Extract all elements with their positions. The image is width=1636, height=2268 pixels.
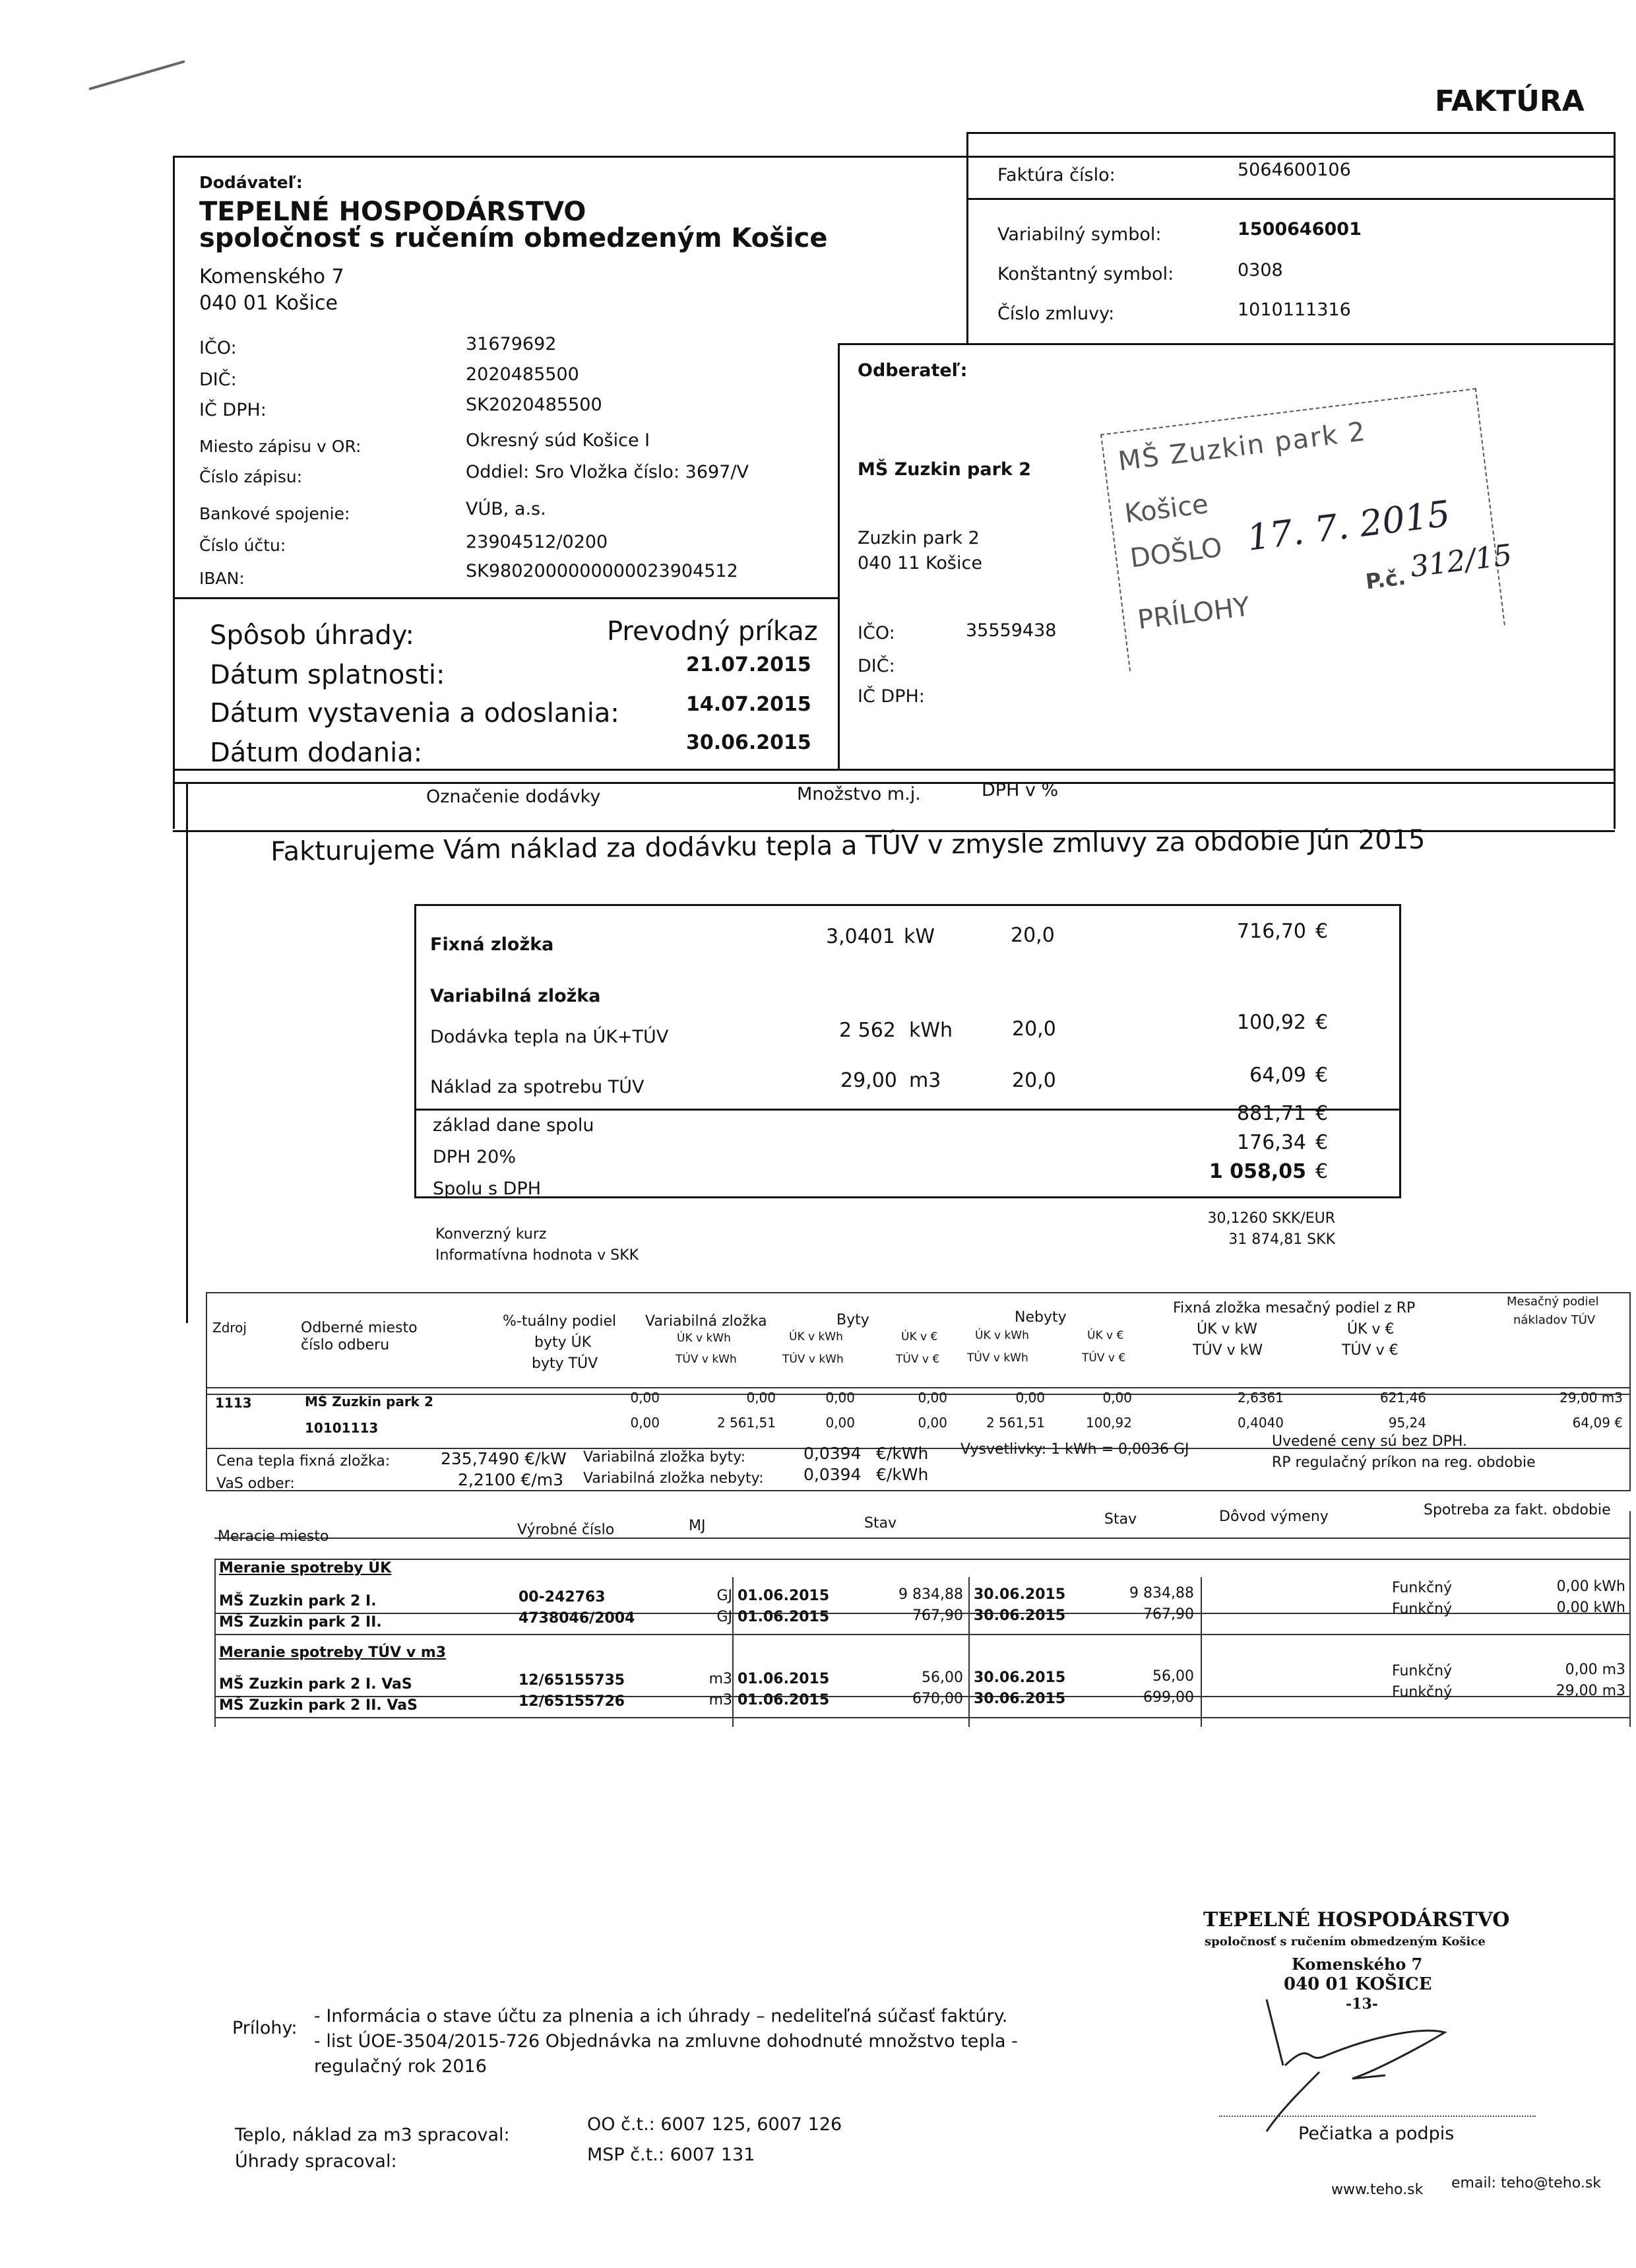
stamp-school: MŠ Zuzkin park 2	[1116, 416, 1368, 477]
item-zaklad-label: základ dane spolu	[433, 1115, 594, 1136]
item-dph-label: DPH 20%	[433, 1147, 516, 1167]
item-fixna-unit: kW	[904, 925, 935, 948]
meter-cell: 0,00 kWh	[1556, 1600, 1625, 1616]
stamp-prilohy: PRÍLOHY	[1136, 591, 1251, 636]
m-h-dovod: Dôvod výmeny	[1219, 1508, 1329, 1525]
meter-cell: GJ	[716, 1609, 732, 1625]
meter-cell: 767,90	[912, 1607, 963, 1624]
price-fix-label: Cena tepla fixná zložka:	[216, 1453, 391, 1470]
meter-cell: 30.06.2015	[974, 1607, 1066, 1624]
invoice-number: 5064600106	[1238, 160, 1351, 180]
meter-cell: MŠ Zuzkin park 2 I.	[219, 1593, 377, 1609]
meter-cell: 12/65155726	[519, 1693, 625, 1710]
m-h-miesto: Meracie miesto	[218, 1528, 329, 1545]
stamp-date-handwritten: 17. 7. 2015	[1245, 492, 1453, 559]
h-nebyty: Nebyty	[1015, 1309, 1067, 1326]
issue-date-label: Dátum vystavenia a odoslania:	[210, 698, 619, 729]
h-var: Variabilná zložka	[645, 1313, 767, 1330]
or-value: Okresný súd Košice I	[466, 430, 650, 451]
meter-cell: 9 834,88	[898, 1586, 963, 1603]
meter-cell: Funkčný	[1392, 1601, 1453, 1617]
icdph-label: IČ DPH:	[199, 400, 267, 420]
conv-kurz: 30,1260 SKK/EUR	[1207, 1210, 1335, 1227]
item-zaklad-cur: €	[1315, 1102, 1329, 1125]
item-fixna-label: Fixná zložka	[430, 934, 554, 955]
item-naklad-qty: 29,00	[840, 1069, 897, 1092]
h-fix-uk: ÚK v kW	[1197, 1321, 1258, 1338]
meter-cell: 30.06.2015	[974, 1691, 1066, 1707]
meter-col-line	[1201, 1577, 1202, 1727]
conv-info-label: Informatívna hodnota v SKK	[435, 1247, 639, 1264]
ucet-value: 23904512/0200	[466, 532, 608, 552]
item-naklad-dph: 20,0	[1012, 1069, 1056, 1092]
icdph-value: SK2020485500	[466, 395, 602, 415]
meter-cell: Funkčný	[1392, 1580, 1453, 1596]
attachment-3: regulačný rok 2016	[314, 2056, 487, 2077]
conv-kurz-label: Konverzný kurz	[435, 1226, 547, 1243]
h-fix-tuv: TÚV v kW	[1193, 1342, 1263, 1359]
item-naklad-label: Náklad za spotrebu TÚV	[430, 1077, 645, 1097]
detail-cell: 2 561,51	[986, 1415, 1045, 1431]
h-var-tuv: TÚV v kWh	[676, 1353, 737, 1366]
footer-email: email: teho@teho.sk	[1451, 2175, 1602, 2191]
meter-cell: 56,00	[1152, 1668, 1194, 1685]
meter-cell: 30.06.2015	[974, 1586, 1066, 1603]
price-vb: 0,0394	[803, 1444, 862, 1463]
price-vb-label: Variabilná zložka byty:	[583, 1449, 746, 1466]
detail-cell: 2 561,51	[716, 1415, 776, 1431]
h-neb-etuv: TÚV v €	[1082, 1351, 1126, 1365]
issue-date: 14.07.2015	[686, 693, 811, 716]
customer-ico: 35559438	[966, 620, 1057, 641]
meter-col-line	[1629, 1577, 1631, 1727]
stamp-city: Košice	[1123, 489, 1211, 530]
meter-cell: 767,90	[1143, 1606, 1194, 1623]
item-fixna-dph: 20,0	[1011, 924, 1055, 947]
meter-cell: 699,00	[1143, 1689, 1194, 1706]
price-vas-label: VaS odber:	[216, 1475, 295, 1492]
detail-cell: 29,00 m3	[1559, 1390, 1623, 1406]
m-h-spotreba: Spotreba za fakt. obdobie	[1424, 1502, 1611, 1518]
h-fix-euk: ÚK v €	[1347, 1321, 1395, 1338]
meter-cell: 01.06.2015	[738, 1692, 830, 1708]
cstamp-l4: 040 01 KOŠICE	[1284, 1974, 1432, 1994]
cstamp-l3: Komenského 7	[1292, 1955, 1423, 1974]
customer-heading: Odberateľ:	[858, 360, 968, 381]
supplier-name: TEPELNÉ HOSPODÁRSTVO	[199, 197, 586, 227]
h-pct: %-tuálny podiel	[503, 1313, 617, 1330]
m-sec-uk: Meranie spotreby ÚK	[219, 1560, 392, 1576]
detail-cell: 0,00	[1015, 1390, 1045, 1406]
processed-uhrady: MSP č.t.: 6007 131	[587, 2145, 755, 2165]
vs-label: Variabilný symbol:	[997, 224, 1162, 245]
meter-cell: m3	[708, 1671, 732, 1687]
payment-method: Prevodný príkaz	[607, 616, 818, 647]
bank-value: VÚB, a.s.	[466, 499, 546, 519]
due-date: 21.07.2015	[686, 653, 811, 676]
col-oznacenie: Označenie dodávky	[426, 787, 601, 807]
detail-miesto: MŠ Zuzkin park 2	[305, 1394, 433, 1409]
m-h-mj: MJ	[689, 1518, 706, 1534]
h-zdroj: Zdroj	[212, 1320, 247, 1336]
h-neb-tuv: TÚV v kWh	[967, 1351, 1028, 1365]
iban-value: SK9802000000000023904512	[466, 561, 738, 581]
item-dodavka-label: Dodávka tepla na ÚK+TÚV	[430, 1027, 669, 1047]
meter-cell: MŠ Zuzkin park 2 II.	[219, 1614, 382, 1631]
supplier-heading: Dodávateľ:	[199, 173, 303, 192]
h-mesacny: Mesačný podiel	[1507, 1295, 1599, 1309]
meter-cell: 0,00 m3	[1565, 1662, 1625, 1678]
meter-cell: 01.06.2015	[738, 1671, 830, 1687]
customer-ico-label: IČO:	[858, 623, 895, 643]
received-stamp	[1100, 388, 1514, 671]
processed-teplo: OO č.t.: 6007 125, 6007 126	[587, 2114, 842, 2135]
meter-cell: 30.06.2015	[974, 1669, 1066, 1686]
dic-label: DIČ:	[199, 370, 237, 390]
footer-web: www.teho.sk	[1331, 2182, 1424, 2198]
meter-cell: MŠ Zuzkin park 2 II. VaS	[219, 1697, 418, 1714]
delivery-date: 30.06.2015	[686, 731, 811, 754]
cstamp-pecatka: Pečiatka a podpis	[1298, 2123, 1455, 2144]
price-fix: 235,7490 €/kW	[441, 1449, 567, 1468]
detail-cell: 0,00	[1102, 1390, 1132, 1406]
meter-col-line	[732, 1577, 734, 1727]
h-neb-euk: ÚK v €	[1087, 1329, 1124, 1342]
h-var-uk: ÚK v kWh	[677, 1332, 731, 1345]
invoice-number-label: Faktúra číslo:	[997, 165, 1116, 185]
item-dph-amount: 176,34	[1237, 1131, 1306, 1154]
item-naklad-unit: m3	[909, 1069, 941, 1092]
ico-label: IČO:	[199, 338, 237, 358]
meter-cell: GJ	[716, 1588, 732, 1604]
dic-value: 2020485500	[466, 364, 579, 385]
price-vas: 2,2100 €/m3	[458, 1470, 564, 1489]
item-variabilna-label: Variabilná zložka	[430, 986, 601, 1006]
detail-cell: 0,00	[630, 1415, 660, 1431]
meter-cell: 0,00 kWh	[1556, 1578, 1625, 1595]
detail-cell: 0,00	[825, 1415, 855, 1431]
detail-cell: 100,92	[1086, 1415, 1132, 1431]
detail-cell: 0,00	[918, 1390, 947, 1406]
attachment-1: - Informácia o stave účtu za plnenia a ich úhrady – nedeliteľná súčasť faktúry.	[314, 2006, 1008, 2026]
meter-cell: 01.06.2015	[738, 1609, 830, 1625]
h-byty-uk: ÚK v kWh	[789, 1330, 843, 1344]
h-mesacny-2: nákladov TÚV	[1513, 1313, 1596, 1327]
processed-teplo-label: Teplo, náklad za m3 spracoval:	[235, 2125, 510, 2145]
meter-row-line	[214, 1634, 1629, 1635]
attachment-2: - list ÚOE-3504/2015-726 Objednávka na zmluvne dohodnuté množstvo tepla -	[314, 2031, 1018, 2052]
signature-line	[1219, 2116, 1536, 2117]
payment-method-label: Spôsob úhrady:	[210, 620, 414, 651]
item-dodavka-qty: 2 562	[839, 1019, 896, 1042]
h-miesto: Odberné miesto	[301, 1320, 418, 1336]
item-fixna-amount: 716,70	[1237, 920, 1306, 943]
item-naklad-cur: €	[1315, 1064, 1329, 1087]
zapis-value: Oddiel: Sro Vložka číslo: 3697/V	[466, 462, 749, 482]
supplier-city: 040 01 Košice	[199, 292, 338, 315]
detail-cell: 2,6361	[1238, 1390, 1284, 1406]
document-title: FAKTÚRA	[1435, 84, 1585, 118]
detail-zdroj: 1113	[215, 1395, 252, 1411]
detail-cell: 0,00	[918, 1415, 947, 1431]
item-spolu-cur: €	[1315, 1160, 1329, 1183]
customer-icdph-label: IČ DPH:	[858, 686, 925, 707]
m-h-stav2: Stav	[1104, 1511, 1137, 1528]
customer-city: 040 11 Košice	[858, 553, 982, 573]
price-vb-unit: €/kWh	[876, 1444, 929, 1463]
meter-cell: 670,00	[912, 1691, 963, 1707]
due-date-label: Dátum splatnosti:	[210, 660, 445, 690]
item-spolu-label: Spolu s DPH	[433, 1179, 542, 1199]
col-dph: DPH v %	[982, 780, 1059, 800]
ucet-label: Číslo účtu:	[199, 536, 286, 555]
h-byty-etuv: TÚV v €	[896, 1353, 940, 1366]
cstamp-l2: spoločnosť s ručením obmedzeným Košice	[1205, 1935, 1486, 1949]
conv-info: 31 874,81 SKK	[1228, 1231, 1335, 1248]
price-vn-unit: €/kWh	[876, 1465, 929, 1484]
processed-uhrady-label: Úhrady spracoval:	[235, 2151, 397, 2172]
h-odber: číslo odberu	[301, 1337, 390, 1353]
meter-cell: 9 834,88	[1129, 1585, 1194, 1602]
vs-value: 1500646001	[1238, 219, 1362, 240]
m-h-stav1: Stav	[864, 1515, 897, 1532]
supplier-street: Komenského 7	[199, 265, 344, 288]
cstamp-l1: TEPELNÉ HOSPODÁRSTVO	[1203, 1908, 1510, 1931]
ico-value: 31679692	[466, 334, 557, 354]
delivery-date-label: Dátum dodania:	[210, 738, 423, 768]
bank-label: Bankové spojenie:	[199, 504, 350, 523]
ks-label: Konštantný symbol:	[997, 264, 1174, 284]
price-vysvetlivky: Vysvetlivky: 1 kWh = 0,0036 GJ	[960, 1441, 1189, 1458]
detail-cell: 0,00	[630, 1390, 660, 1406]
meter-cell: Funkčný	[1392, 1663, 1453, 1679]
m-sec-tuv: Meranie spotreby TÚV v m3	[219, 1644, 447, 1661]
item-naklad-amount: 64,09	[1249, 1064, 1306, 1087]
item-fixna-qty: 3,0401	[826, 925, 895, 948]
stamp-pc: P.č.	[1364, 564, 1407, 595]
h-byty: Byty	[836, 1312, 869, 1328]
item-fixna-cur: €	[1315, 920, 1329, 943]
detail-cell: 0,00	[746, 1390, 776, 1406]
item-dodavka-amount: 100,92	[1237, 1011, 1306, 1034]
item-dodavka-unit: kWh	[909, 1019, 953, 1042]
detail-cell: 0,4040	[1238, 1415, 1284, 1431]
meter-cell: 12/65155735	[519, 1672, 625, 1689]
customer-street: Zuzkin park 2	[858, 528, 980, 548]
intro-text: Fakturujeme Vám náklad za dodávku tepla a TÚV v zmysle zmluvy za obdobie Jún 2015	[270, 824, 1426, 867]
meter-cell: m3	[708, 1692, 732, 1708]
price-vn: 0,0394	[803, 1465, 862, 1484]
iban-label: IBAN:	[199, 569, 245, 588]
stamp-doslo: DOŠLO	[1128, 532, 1224, 574]
customer-dic-label: DIČ:	[858, 656, 895, 676]
h-byty-tuv: TÚV v kWh	[782, 1353, 844, 1366]
zmluva-label: Číslo zmluvy:	[997, 304, 1115, 324]
item-zaklad-amount: 881,71	[1237, 1102, 1306, 1125]
meter-cell: Funkčný	[1392, 1684, 1453, 1701]
col-mnozstvo: Množstvo m.j.	[797, 784, 921, 804]
meter-cell: MŠ Zuzkin park 2 I. VaS	[219, 1676, 412, 1693]
supplier-name-2: spoločnosť s ručením obmedzeným Košice	[199, 223, 828, 253]
h-fix-etuv: TÚV v €	[1342, 1342, 1399, 1359]
price-note-1: Uvedené ceny sú bez DPH.	[1272, 1433, 1468, 1450]
meter-cell: 56,00	[922, 1669, 963, 1686]
meter-cell: 01.06.2015	[738, 1588, 830, 1604]
meter-cell: 4738046/2004	[519, 1610, 635, 1627]
h-pct-uk: byty ÚK	[534, 1334, 592, 1351]
meter-col-line	[968, 1577, 970, 1727]
item-spolu-amount: 1 058,05	[1209, 1160, 1306, 1183]
h-neb-uk: ÚK v kWh	[975, 1329, 1029, 1342]
or-label: Miesto zápisu v OR:	[199, 437, 362, 456]
h-fix: Fixná zložka mesačný podiel z RP	[1173, 1300, 1416, 1316]
detail-odber: 10101113	[305, 1420, 379, 1436]
zapis-label: Číslo zápisu:	[199, 467, 303, 486]
detail-cell: 621,46	[1380, 1390, 1426, 1406]
h-byty-euk: ÚK v €	[901, 1330, 938, 1344]
detail-cell: 0,00	[825, 1390, 855, 1406]
zmluva-value: 1010111316	[1238, 300, 1351, 320]
price-vn-label: Variabilná zložka nebyty:	[583, 1470, 764, 1487]
customer-name: MŠ Zuzkin park 2	[858, 459, 1032, 480]
item-dodavka-cur: €	[1315, 1011, 1329, 1034]
item-dph-cur: €	[1315, 1131, 1329, 1154]
h-pct-tuv: byty TÚV	[532, 1355, 598, 1372]
pen-mark	[86, 56, 191, 96]
m-h-cislo: Výrobné číslo	[517, 1522, 615, 1538]
meter-cell: 29,00 m3	[1556, 1683, 1625, 1699]
ks-value: 0308	[1238, 260, 1283, 280]
stamp-pc-handwritten: 312/15	[1408, 538, 1514, 585]
price-note-2: RP regulačný príkon na reg. obdobie	[1272, 1454, 1536, 1471]
cstamp-l5: -13-	[1346, 1995, 1378, 2013]
item-dodavka-dph: 20,0	[1012, 1018, 1056, 1041]
attachments-label: Prílohy:	[232, 2018, 298, 2038]
meter-cell: 00-242763	[519, 1589, 606, 1605]
detail-cell: 64,09 €	[1572, 1415, 1623, 1431]
detail-cell: 95,24	[1388, 1415, 1426, 1431]
meter-row-line	[214, 1717, 1629, 1718]
